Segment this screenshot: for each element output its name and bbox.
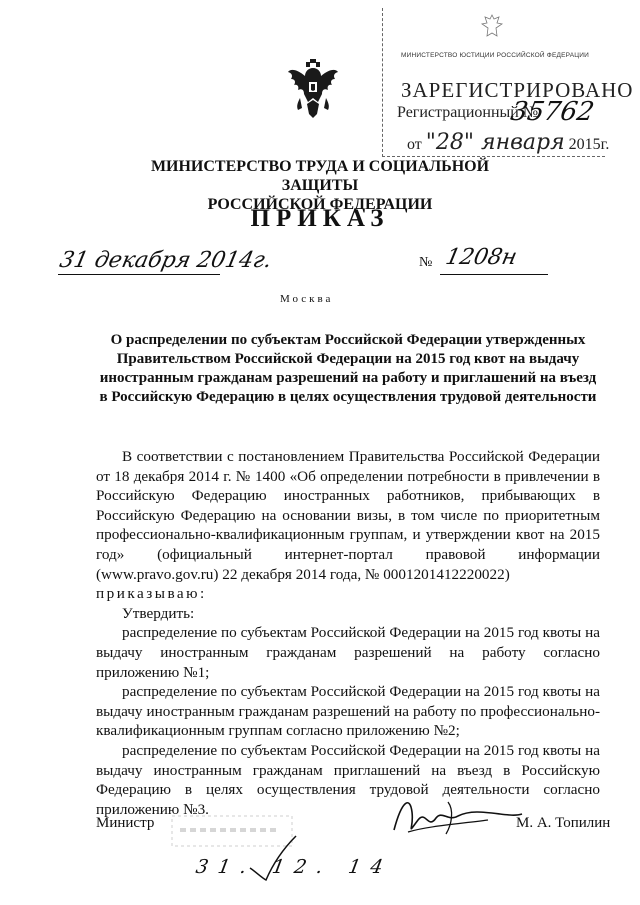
stamp-registered: ЗАРЕГИСТРИРОВАНО bbox=[401, 78, 634, 102]
signatory-name: М. А. Топилин bbox=[516, 815, 611, 831]
number-underline bbox=[440, 274, 548, 275]
ministry-line1: МИНИСТЕРСТВО ТРУДА И СОЦИАЛЬНОЙ ЗАЩИТЫ bbox=[150, 158, 490, 194]
stamp-reg-number: 35762 bbox=[508, 97, 597, 127]
registration-stamp bbox=[382, 8, 634, 157]
order-number: 1208н bbox=[443, 245, 520, 270]
minister-label: Министр bbox=[96, 815, 155, 831]
preamble: В соответствии с постановлением Правительства Российской Федерации от 18 декабря 2014 г. № 1400 «Об определении потребности в привлечении в Российскую Федерацию иностранных работников, прибывающих в Российскую Федерацию на основании визы, в том числе по приоритетным профессионально-квалификационным группам, и утверждении квот на 2015 год» (официальный интернет-портал правовой информации (www.pravo.gov.ru) 22 декабря 2014 года, № 0001201412220022) bbox=[96, 448, 600, 583]
order-date: 31 декабря 2014г. bbox=[57, 248, 275, 273]
stamp-date-handwritten: "28" января bbox=[425, 130, 565, 155]
date-underline bbox=[58, 274, 220, 275]
order-body bbox=[96, 447, 600, 819]
item-3: распределение по субъектам Российской Федерации на 2015 год квоты на выдачу иностранным гражданам приглашений на въезд в Российскую Федерацию в целях осуществления трудовой деятельности согласно приложению №3. bbox=[96, 741, 600, 818]
stamp-eagle-icon bbox=[479, 12, 505, 40]
document-type: ПРИКАЗ bbox=[250, 205, 390, 232]
item-1: распределение по субъектам Российской Федерации на 2015 год квоты на выдачу иностранным гражданам разрешений на работу согласно приложению №1; bbox=[96, 624, 600, 681]
stamp-year: 2015г. bbox=[568, 136, 610, 153]
stamp-ministry: МИНИСТЕРСТВО ЮСТИЦИИ РОССИЙСКОЙ ФЕДЕРАЦИИ bbox=[400, 52, 590, 59]
order-word: приказываю: bbox=[96, 585, 207, 603]
stamp-date-line bbox=[407, 130, 609, 155]
item-2: распределение по субъектам Российской Федерации на 2015 год квоты на выдачу иностранным гражданам разрешений на работу по профессионально-квалификационным группам согласно приложению №2; bbox=[96, 683, 600, 740]
city: Москва bbox=[280, 293, 334, 305]
coat-of-arms-icon bbox=[286, 58, 340, 120]
ministry-line2: РОССИЙСКОЙ ФЕДЕРАЦИИ bbox=[207, 196, 433, 213]
signature-mark bbox=[388, 790, 528, 854]
number-sign: № bbox=[419, 255, 433, 270]
order-title: О распределении по субъектам Российской Федерации утвержденных Правительством Российской Федерации на 2015 год квот на выдачу иностранным гражданам разрешений на работу и приглашений на въезд в Российскую Федерацию в целях осуществления трудовой деятельности bbox=[99, 332, 597, 405]
approve-line: Утвердить: bbox=[122, 604, 195, 622]
stamp-reg-label: Регистрационный № bbox=[397, 104, 539, 121]
stamp-date-prefix: от bbox=[407, 136, 422, 153]
handwritten-date: 31. 12. 14 bbox=[194, 856, 395, 878]
